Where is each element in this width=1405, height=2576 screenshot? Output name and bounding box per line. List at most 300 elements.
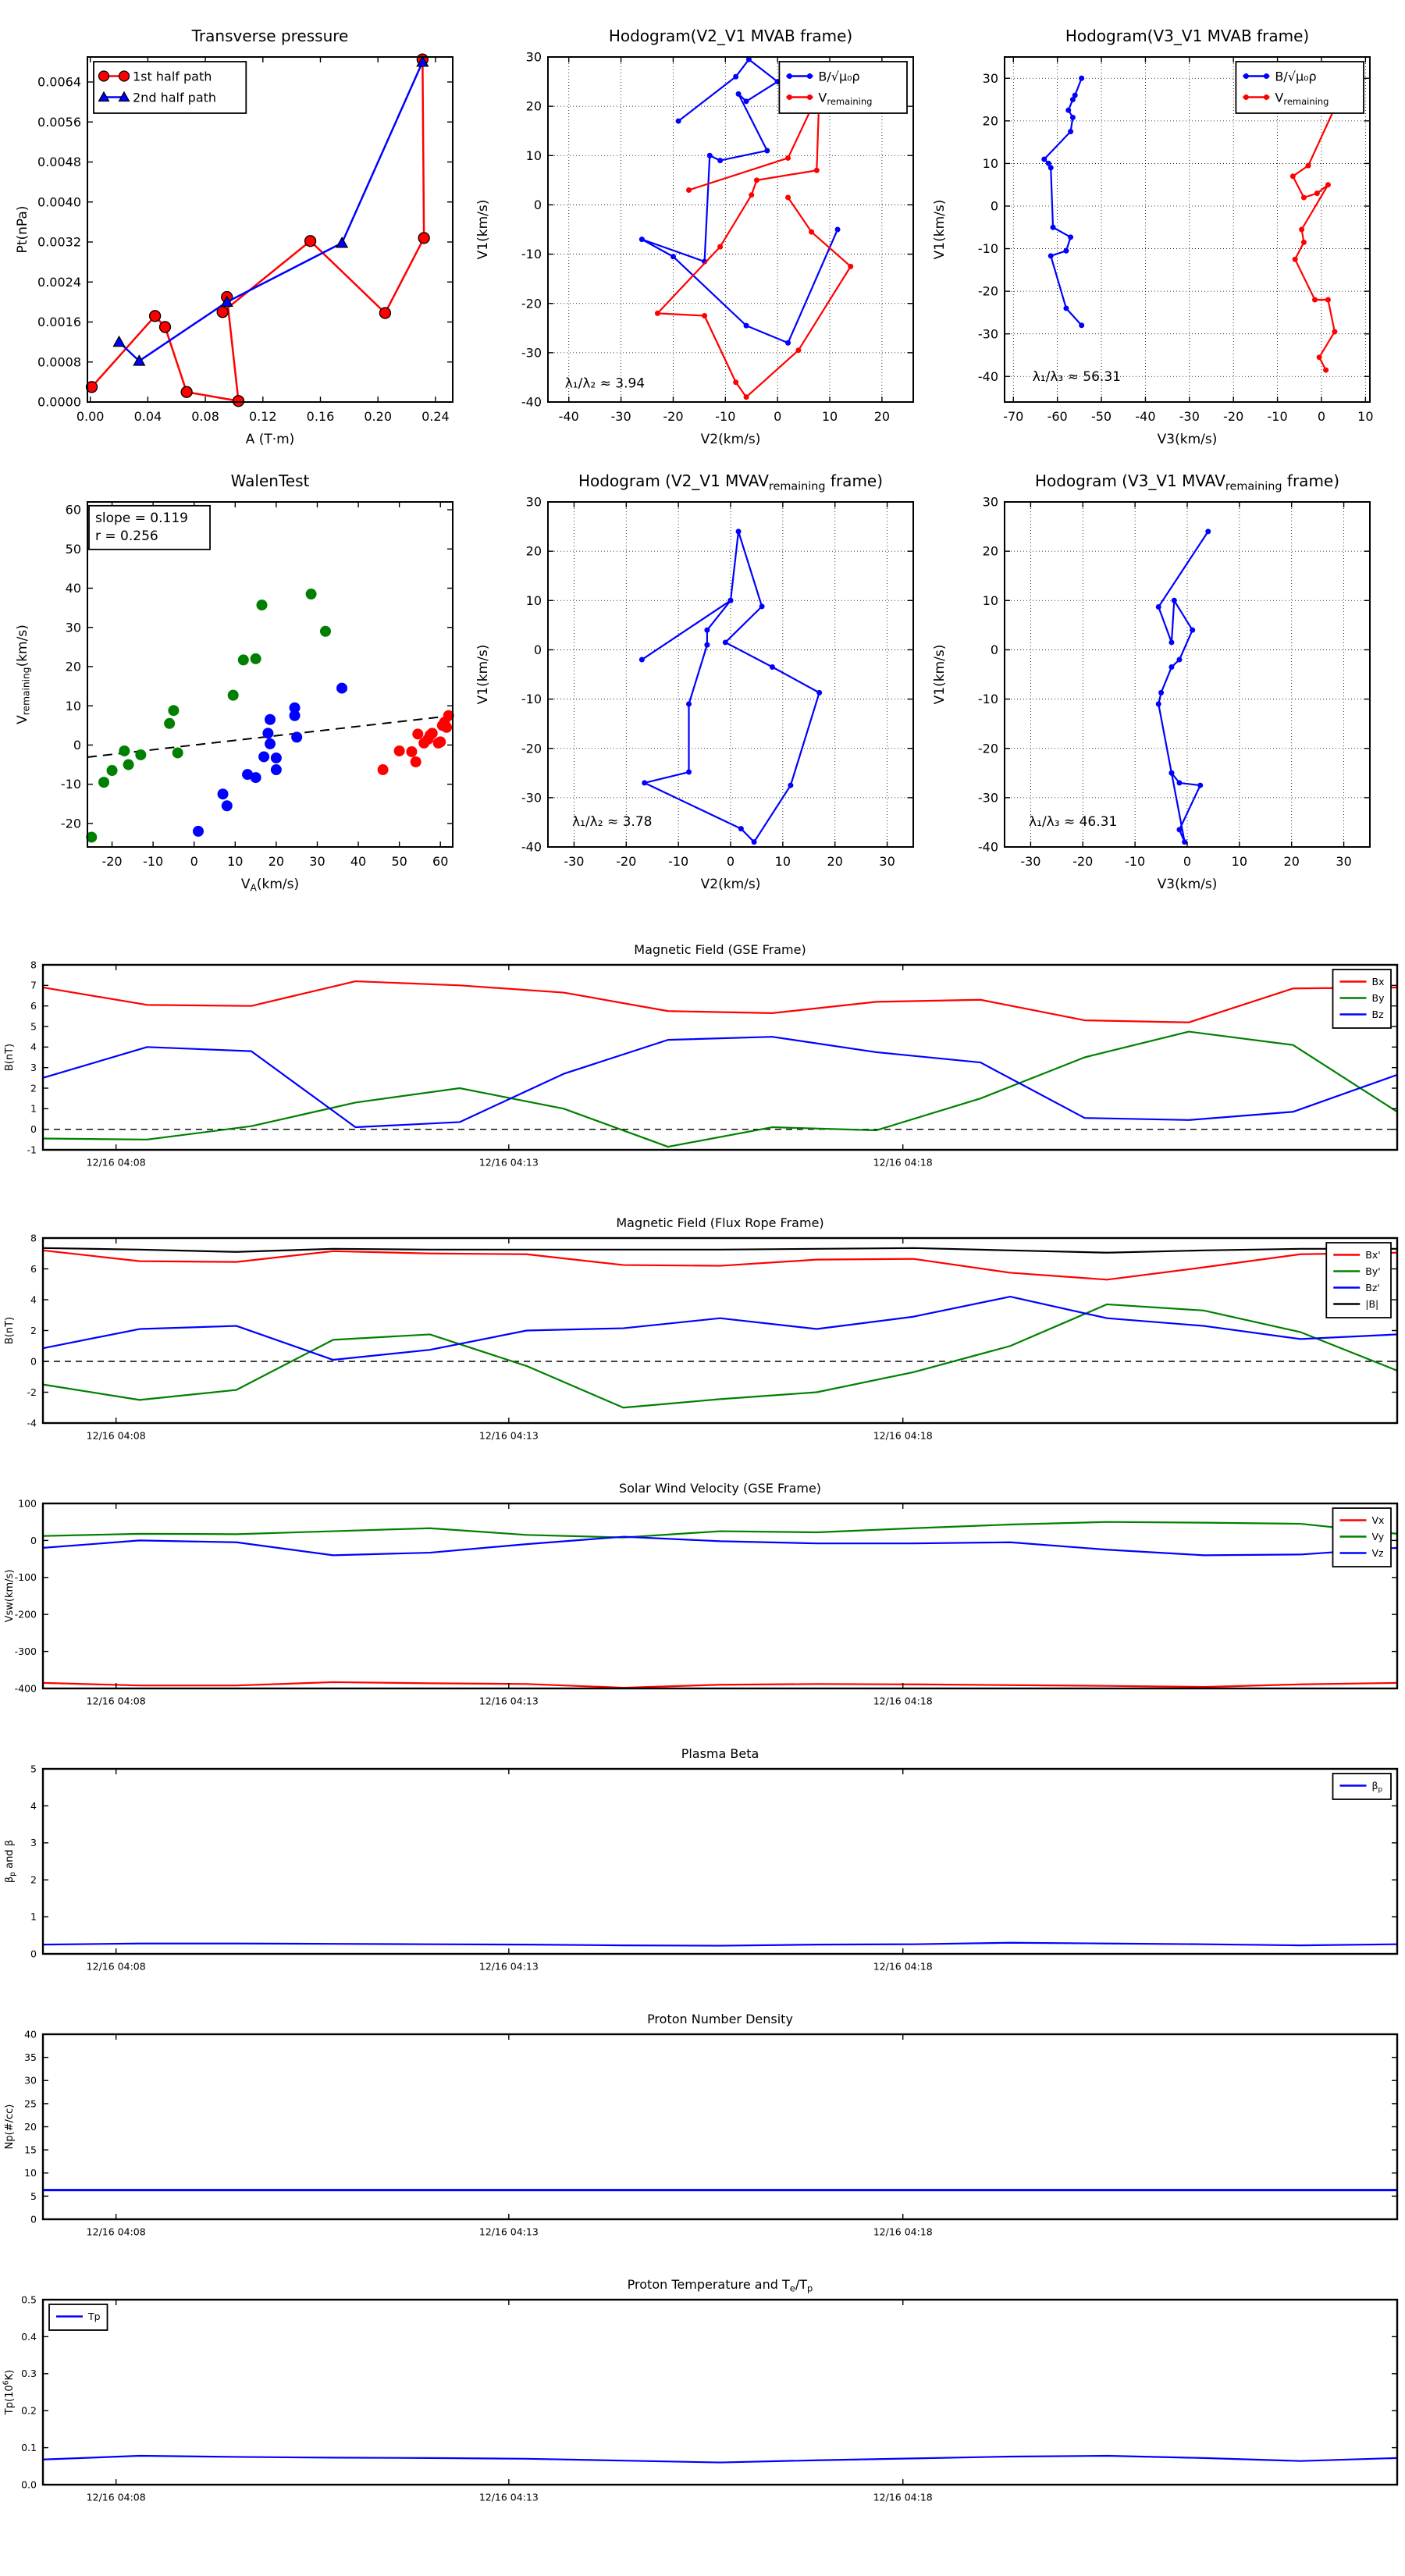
- y-axis-label: B(nT): [4, 1316, 16, 1345]
- x-tick-label: 0: [726, 854, 735, 869]
- scatter-point: [173, 747, 183, 758]
- y-axis-label: Np(#/cc): [4, 2104, 16, 2150]
- x-tick-label: 12/16 04:08: [86, 1156, 146, 1169]
- data-point: [676, 119, 681, 124]
- scatter-point: [406, 746, 417, 757]
- x-tick-label: 12/16 04:08: [86, 1429, 146, 1442]
- x-tick-label: 12/16 04:13: [478, 1156, 539, 1169]
- x-tick-label: 12/16 04:08: [86, 1695, 146, 1707]
- legend-label: Vz: [1371, 1547, 1384, 1559]
- y-tick-label: 20: [982, 543, 998, 559]
- x-tick-label: 20: [268, 854, 285, 869]
- y-tick-label: 0.0000: [37, 394, 81, 410]
- x-axis-label: $V_A(km/s)$: [240, 877, 300, 894]
- data-point: [1048, 165, 1054, 170]
- scatter-point: [265, 714, 276, 725]
- y-tick-label: 0.0008: [37, 354, 81, 370]
- series-line: [43, 1682, 1397, 1688]
- x-tick-label: 0.08: [191, 409, 219, 424]
- legend-marker: [1264, 94, 1269, 100]
- y-tick-label: 7: [30, 979, 37, 991]
- x-tick-label: 0: [774, 409, 782, 424]
- axes-frame: [43, 1769, 1397, 1954]
- x-tick-label: 30: [1336, 854, 1352, 869]
- legend: [1333, 970, 1392, 1028]
- legend-marker: [119, 71, 130, 81]
- data-point: [733, 379, 738, 385]
- proton-temperature-chart: [0, 2264, 1405, 2525]
- y-tick-label: 0: [533, 197, 542, 213]
- y-tick-label: 0: [990, 642, 998, 658]
- y-tick-label: -30: [977, 790, 998, 806]
- transverse-pressure-chart: [8, 12, 468, 453]
- magnetic-field-flux-rope-chart: [0, 1202, 1405, 1464]
- data-point: [639, 237, 645, 242]
- x-tick-label: 10: [821, 409, 838, 424]
- scatter-point: [218, 788, 229, 799]
- x-tick-label: 30: [879, 854, 895, 869]
- series-line: [43, 1943, 1397, 1946]
- data-point: [1312, 297, 1318, 303]
- x-tick-label: -70: [1003, 409, 1024, 424]
- data-point: [1325, 297, 1331, 303]
- y-axis-label: B(nT): [4, 1043, 16, 1072]
- series-line: [43, 1251, 1397, 1280]
- x-tick-label: 12/16 04:18: [873, 1960, 933, 1973]
- data-point: [1168, 770, 1174, 776]
- y-tick-label: -20: [521, 741, 542, 756]
- legend-marker: [807, 73, 813, 79]
- y-tick-label: 40: [65, 581, 81, 596]
- legend-label: Tp: [88, 2311, 101, 2322]
- y-tick-label: -40: [521, 394, 542, 410]
- y-axis-label: V1(km/s): [475, 644, 491, 705]
- data-point: [749, 192, 754, 197]
- scatter-point: [320, 626, 331, 637]
- data-point: [785, 340, 791, 346]
- y-tick-label: 20: [982, 113, 998, 129]
- data-point: [816, 690, 822, 696]
- x-tick-label: 12/16 04:13: [478, 2226, 539, 2238]
- data-point: [655, 311, 660, 316]
- x-tick-label: 12/16 04:08: [86, 2491, 146, 2503]
- x-tick-label: 60: [432, 854, 449, 869]
- y-tick-label: 10: [24, 2167, 37, 2179]
- x-tick-label: 0: [190, 854, 198, 869]
- x-tick-label: -10: [143, 854, 164, 869]
- annotation-text: λ₁/λ₂ ≈ 3.78: [572, 813, 653, 830]
- x-tick-label: -40: [1135, 409, 1156, 424]
- x-tick-label: -60: [1047, 409, 1068, 424]
- series-line: [43, 981, 1397, 1023]
- y-tick-label: 30: [525, 494, 542, 510]
- scatter-point: [251, 772, 261, 783]
- legend-label: $\beta_p$: [1371, 1780, 1383, 1794]
- y-tick-label: 0.0056: [37, 114, 81, 130]
- y-tick-label: 30: [525, 49, 542, 65]
- data-point: [738, 826, 744, 831]
- y-tick-label: 4: [30, 1041, 37, 1053]
- data-point: [1314, 190, 1320, 196]
- legend-label: Vx: [1371, 1514, 1385, 1526]
- x-tick-label: 0.24: [422, 409, 450, 424]
- data-point: [1172, 598, 1177, 603]
- data-point: [159, 322, 170, 333]
- data-point: [1301, 195, 1307, 201]
- data-point: [379, 308, 390, 318]
- data-point: [1168, 664, 1174, 670]
- y-tick-label: 20: [525, 543, 542, 559]
- y-tick-label: 0.0040: [37, 194, 81, 210]
- panel-solar-wind-velocity: [0, 1468, 1405, 1729]
- axes-frame: [87, 502, 453, 847]
- x-tick-label: 10: [227, 854, 244, 869]
- data-point: [1176, 827, 1182, 832]
- chart-title: Hodogram (V2_V1 $MVAV_{remaining}$ frame): [578, 471, 884, 493]
- scatter-point: [394, 745, 405, 756]
- data-point: [670, 254, 676, 259]
- y-tick-label: 10: [982, 156, 998, 172]
- chart-title: Transverse pressure: [191, 27, 349, 45]
- y-tick-label: 40: [24, 2028, 37, 2041]
- data-point: [1156, 701, 1161, 706]
- data-point: [702, 313, 707, 318]
- x-tick-label: -30: [1020, 854, 1041, 869]
- data-point: [1068, 129, 1073, 134]
- legend-marker: [99, 71, 109, 81]
- legend-label: Vy: [1371, 1531, 1385, 1542]
- scatter-point: [412, 728, 423, 739]
- y-tick-label: -40: [977, 368, 998, 384]
- legend-label: Bz': [1365, 1282, 1380, 1293]
- data-point: [744, 323, 749, 329]
- scatter-point: [291, 731, 302, 742]
- y-tick-label: 2: [30, 1324, 37, 1336]
- scatter-point: [290, 710, 301, 721]
- legend: [1236, 62, 1364, 113]
- scatter-point: [258, 751, 269, 762]
- data-point: [728, 598, 734, 603]
- panel-magnetic-field-gse: [0, 929, 1405, 1190]
- y-tick-label: 10: [982, 592, 998, 608]
- data-point: [1070, 115, 1076, 120]
- y-tick-label: 15: [24, 2144, 37, 2156]
- x-tick-label: 30: [309, 854, 325, 869]
- legend-label: $V_{remaining}$: [1275, 90, 1329, 107]
- y-axis-label: $\beta_p$ and β: [4, 1839, 17, 1884]
- data-point: [835, 227, 841, 233]
- y-tick-label: 1: [30, 1102, 37, 1115]
- scatter-point: [164, 718, 175, 729]
- x-tick-label: 0.04: [133, 409, 162, 424]
- x-tick-label: 12/16 04:18: [873, 1695, 933, 1707]
- y-tick-label: -4: [27, 1417, 37, 1429]
- chart-title: Hodogram(V2_V1 MVAB frame): [608, 27, 853, 45]
- data-point: [1190, 628, 1195, 633]
- y-tick-label: 30: [24, 2074, 37, 2087]
- panel-walen-test: [8, 457, 468, 898]
- panel-hodogram-v2v1-mvav: [468, 457, 929, 898]
- legend-label: 2nd half path: [133, 90, 217, 105]
- y-tick-label: -2: [27, 1386, 37, 1398]
- data-point: [1079, 76, 1084, 81]
- y-tick-label: -10: [521, 692, 542, 707]
- scatter-point: [441, 722, 452, 733]
- solar-wind-velocity-chart: [0, 1468, 1405, 1729]
- data-point: [336, 237, 347, 247]
- y-tick-label: 30: [982, 70, 998, 86]
- y-tick-label: 0: [30, 1355, 37, 1368]
- y-tick-label: 0.0064: [37, 74, 81, 90]
- data-point: [809, 229, 814, 235]
- scatter-point: [271, 753, 282, 763]
- data-point: [736, 528, 742, 534]
- y-tick-label: -10: [60, 777, 81, 792]
- y-tick-label: -10: [521, 247, 542, 262]
- series-line: [43, 1248, 1397, 1253]
- x-tick-label: -30: [1179, 409, 1200, 424]
- legend: [779, 62, 907, 113]
- data-point: [1306, 163, 1311, 169]
- data-point: [1197, 783, 1203, 788]
- y-tick-label: 2: [30, 1873, 37, 1886]
- y-axis-label: V1(km/s): [932, 199, 948, 260]
- data-point: [759, 603, 765, 609]
- y-axis-label: V1(km/s): [932, 644, 948, 705]
- data-point: [1068, 234, 1073, 240]
- x-tick-label: 10: [774, 854, 791, 869]
- chart-title: Proton Number Density: [647, 2012, 793, 2026]
- scatter-point: [336, 683, 347, 694]
- y-tick-label: -40: [977, 839, 998, 855]
- data-point: [736, 91, 742, 97]
- data-point: [744, 98, 749, 104]
- data-point: [1063, 248, 1069, 254]
- x-tick-label: -10: [668, 854, 689, 869]
- legend-label: 1st half path: [133, 69, 212, 84]
- x-tick-label: 0.16: [306, 409, 335, 424]
- y-tick-label: 4: [30, 1293, 37, 1306]
- x-tick-label: -30: [564, 854, 585, 869]
- axes-frame: [43, 965, 1397, 1150]
- series-line: [657, 91, 850, 397]
- y-axis-label: $V_{remaining}(km/s)$: [15, 624, 32, 724]
- scatter-point: [435, 736, 446, 747]
- legend: [1333, 1508, 1392, 1567]
- y-tick-label: 10: [65, 698, 81, 713]
- panel-hodogram-v3v1-mvab: [925, 12, 1385, 453]
- annotation-text: λ₁/λ₂ ≈ 3.94: [564, 375, 646, 392]
- y-tick-label: 0.0024: [37, 274, 81, 290]
- x-tick-label: 20: [1283, 854, 1300, 869]
- data-point: [639, 657, 645, 663]
- legend-label: Bx: [1371, 976, 1385, 987]
- data-point: [181, 386, 192, 397]
- data-point: [1158, 690, 1164, 696]
- y-tick-label: 5: [30, 1020, 37, 1033]
- scatter-point: [271, 764, 282, 775]
- y-tick-label: 25: [24, 2097, 37, 2110]
- y-tick-label: 20: [65, 659, 81, 674]
- x-tick-label: 20: [873, 409, 891, 424]
- y-tick-label: 5: [30, 2190, 37, 2202]
- y-tick-label: -200: [14, 1608, 37, 1621]
- x-tick-label: -20: [1072, 854, 1094, 869]
- data-point: [1156, 604, 1161, 610]
- annotation-text: r = 0.256: [95, 528, 158, 544]
- x-tick-label: -10: [1125, 854, 1146, 869]
- scatter-point: [265, 738, 276, 749]
- data-point: [642, 780, 647, 785]
- hodogram-v3v1-mvab-chart: [925, 12, 1385, 453]
- legend-label: Bx': [1365, 1249, 1381, 1261]
- y-tick-label: 0: [990, 198, 998, 214]
- y-tick-label: 8: [30, 959, 37, 971]
- data-point: [1293, 257, 1298, 262]
- data-point: [1070, 97, 1076, 102]
- legend-marker: [1243, 73, 1249, 79]
- data-point: [723, 639, 728, 645]
- panel-proton-temperature: [0, 2264, 1405, 2525]
- data-point: [752, 839, 757, 845]
- x-tick-label: 12/16 04:18: [873, 1429, 933, 1442]
- y-axis-label: Pt(nPa): [15, 205, 30, 254]
- data-point: [1168, 639, 1174, 645]
- data-point: [785, 155, 791, 161]
- data-point: [733, 74, 738, 80]
- y-tick-label: 0.2: [21, 2404, 37, 2417]
- y-tick-label: 6: [30, 1000, 37, 1012]
- scatter-point: [228, 690, 239, 701]
- y-tick-label: 0: [30, 1948, 37, 1960]
- x-tick-label: 12/16 04:08: [86, 1960, 146, 1973]
- x-tick-label: 0: [1183, 854, 1192, 869]
- data-point: [1332, 329, 1337, 334]
- y-tick-label: -20: [521, 296, 542, 311]
- panel-plasma-beta: [0, 1733, 1405, 1994]
- legend-label: B/√μ₀ρ: [818, 69, 860, 84]
- y-tick-label: 10: [525, 592, 542, 608]
- plasma-beta-chart: [0, 1733, 1405, 1994]
- x-tick-label: -20: [663, 409, 684, 424]
- x-axis-label: V2(km/s): [700, 432, 761, 447]
- chart-title: Plasma Beta: [681, 1746, 759, 1761]
- data-point: [1325, 182, 1331, 187]
- scatter-point: [256, 600, 267, 610]
- x-tick-label: 10: [1231, 854, 1248, 869]
- axes-frame: [43, 2034, 1397, 2219]
- data-point: [770, 664, 775, 670]
- y-tick-label: 0.0032: [37, 234, 81, 250]
- y-tick-label: 0.4: [21, 2330, 37, 2343]
- scatter-point: [98, 777, 109, 788]
- data-point: [814, 168, 820, 173]
- x-tick-label: -10: [715, 409, 736, 424]
- x-tick-label: 10: [1357, 409, 1374, 424]
- chart-title: Magnetic Field (Flux Rope Frame): [616, 1215, 824, 1230]
- series-line: [1293, 108, 1335, 370]
- data-point: [114, 336, 125, 347]
- data-point: [1299, 227, 1304, 233]
- y-tick-label: 0.1: [21, 2441, 37, 2453]
- data-point: [1065, 108, 1071, 113]
- data-point: [1301, 240, 1307, 245]
- chart-title: WalenTest: [230, 471, 310, 490]
- x-tick-label: 12/16 04:13: [478, 1960, 539, 1973]
- y-tick-label: -10: [977, 241, 998, 257]
- data-point: [1323, 368, 1329, 373]
- y-tick-label: 20: [24, 2120, 37, 2133]
- legend: [49, 2304, 108, 2330]
- data-point: [1205, 528, 1211, 534]
- data-point: [754, 177, 759, 183]
- data-point: [717, 244, 723, 250]
- data-point: [704, 628, 710, 633]
- legend-marker: [807, 94, 813, 100]
- chart-title: Proton Temperature and $T_e/T_p$: [627, 2277, 813, 2294]
- annotation-text: λ₁/λ₃ ≈ 56.31: [1032, 368, 1121, 385]
- data-point: [707, 153, 713, 158]
- y-tick-label: 0.0: [21, 2478, 37, 2491]
- legend-label: By': [1365, 1265, 1381, 1277]
- scatter-point: [123, 760, 134, 770]
- x-tick-label: -20: [101, 854, 123, 869]
- legend: [94, 62, 246, 113]
- series-line: [43, 1297, 1397, 1360]
- chart-title: Solar Wind Velocity (GSE Frame): [618, 1481, 822, 1496]
- data-point: [1079, 322, 1084, 328]
- y-tick-label: 0.3: [21, 2368, 37, 2380]
- data-point: [1176, 657, 1182, 663]
- x-tick-label: 0.12: [248, 409, 277, 424]
- x-tick-label: 40: [350, 854, 367, 869]
- x-axis-label: A (T·m): [245, 432, 295, 447]
- y-tick-label: 0: [73, 738, 81, 753]
- legend-label: $V_{remaining}$: [818, 90, 873, 107]
- scatter-point: [378, 764, 389, 775]
- x-axis-label: V3(km/s): [1157, 432, 1218, 447]
- series-line: [43, 1037, 1397, 1127]
- legend-label: By: [1371, 992, 1385, 1004]
- proton-number-density-chart: [0, 1998, 1405, 2260]
- panel-transverse-pressure: [8, 12, 468, 453]
- series-line: [43, 1522, 1397, 1538]
- legend-label: B/√μ₀ρ: [1275, 69, 1317, 84]
- y-tick-label: -100: [14, 1571, 37, 1584]
- chart-title: Hodogram(V3_V1 MVAB frame): [1065, 27, 1310, 45]
- y-tick-label: 6: [30, 1262, 37, 1275]
- data-point: [744, 394, 749, 400]
- y-tick-label: 4: [30, 1799, 37, 1812]
- y-tick-label: 1: [30, 1910, 37, 1923]
- series-line: [1044, 78, 1082, 325]
- legend: [1333, 1774, 1392, 1799]
- y-tick-label: 60: [65, 502, 81, 518]
- y-tick-label: 0.0048: [37, 155, 81, 170]
- hodogram-v2v1-mvav-chart: [468, 457, 929, 898]
- x-tick-label: 0: [1317, 409, 1326, 424]
- y-axis-label: $Tp(10^6K)$: [2, 2369, 16, 2415]
- legend-label: |B|: [1365, 1298, 1379, 1310]
- y-tick-label: -20: [60, 816, 81, 831]
- y-tick-label: 0: [533, 642, 542, 658]
- y-tick-label: 100: [18, 1497, 37, 1510]
- magnetic-field-gse-chart: [0, 929, 1405, 1190]
- y-tick-label: -400: [14, 1682, 37, 1695]
- data-point: [1048, 253, 1054, 258]
- x-tick-label: 20: [827, 854, 843, 869]
- x-tick-label: -40: [558, 409, 579, 424]
